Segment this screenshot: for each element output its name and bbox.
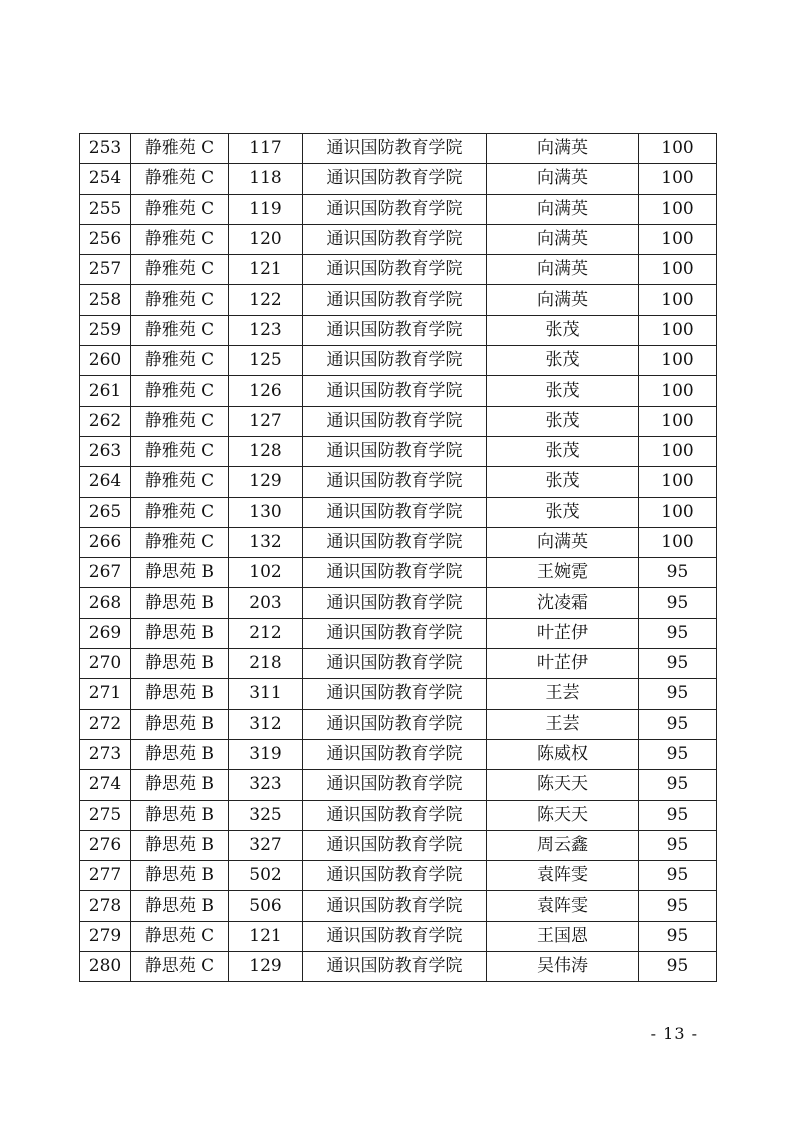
row-number-cell: 262 bbox=[80, 406, 131, 436]
college-cell: 通识国防教育学院 bbox=[303, 618, 487, 648]
row-number-cell: 257 bbox=[80, 255, 131, 285]
name-cell: 袁阵雯 bbox=[487, 861, 639, 891]
row-number-cell: 271 bbox=[80, 679, 131, 709]
name-cell: 王芸 bbox=[487, 679, 639, 709]
room-number-cell: 312 bbox=[229, 709, 303, 739]
name-cell: 叶芷伊 bbox=[487, 649, 639, 679]
row-number-cell: 274 bbox=[80, 770, 131, 800]
building-cell: 静雅苑 C bbox=[131, 376, 229, 406]
college-cell: 通识国防教育学院 bbox=[303, 194, 487, 224]
score-cell: 100 bbox=[639, 224, 717, 254]
room-number-cell: 327 bbox=[229, 830, 303, 860]
room-number-cell: 319 bbox=[229, 739, 303, 769]
name-cell: 袁阵雯 bbox=[487, 891, 639, 921]
table-row bbox=[80, 861, 717, 891]
name-cell: 叶芷伊 bbox=[487, 618, 639, 648]
room-number-cell: 125 bbox=[229, 346, 303, 376]
table-row bbox=[80, 164, 717, 194]
name-cell: 周云鑫 bbox=[487, 830, 639, 860]
table-row bbox=[80, 497, 717, 527]
row-number-cell: 258 bbox=[80, 285, 131, 315]
score-cell: 95 bbox=[639, 618, 717, 648]
table-row bbox=[80, 618, 717, 648]
building-cell: 静思苑 B bbox=[131, 618, 229, 648]
score-cell: 95 bbox=[639, 739, 717, 769]
room-number-cell: 117 bbox=[229, 134, 303, 164]
table-row bbox=[80, 436, 717, 466]
room-number-cell: 121 bbox=[229, 921, 303, 951]
name-cell: 向满英 bbox=[487, 194, 639, 224]
score-cell: 100 bbox=[639, 376, 717, 406]
row-number-cell: 272 bbox=[80, 709, 131, 739]
name-cell: 王婉霓 bbox=[487, 558, 639, 588]
row-number-cell: 268 bbox=[80, 588, 131, 618]
name-cell: 张茂 bbox=[487, 497, 639, 527]
building-cell: 静雅苑 C bbox=[131, 194, 229, 224]
room-number-cell: 118 bbox=[229, 164, 303, 194]
building-cell: 静思苑 B bbox=[131, 891, 229, 921]
building-cell: 静思苑 C bbox=[131, 952, 229, 982]
college-cell: 通识国防教育学院 bbox=[303, 164, 487, 194]
building-cell: 静思苑 B bbox=[131, 679, 229, 709]
college-cell: 通识国防教育学院 bbox=[303, 285, 487, 315]
college-cell: 通识国防教育学院 bbox=[303, 830, 487, 860]
college-cell: 通识国防教育学院 bbox=[303, 861, 487, 891]
building-cell: 静雅苑 C bbox=[131, 164, 229, 194]
score-cell: 100 bbox=[639, 255, 717, 285]
score-cell: 95 bbox=[639, 588, 717, 618]
score-cell: 95 bbox=[639, 800, 717, 830]
table-row bbox=[80, 588, 717, 618]
row-number-cell: 266 bbox=[80, 527, 131, 557]
building-cell: 静雅苑 C bbox=[131, 224, 229, 254]
college-cell: 通识国防教育学院 bbox=[303, 770, 487, 800]
score-cell: 100 bbox=[639, 134, 717, 164]
name-cell: 向满英 bbox=[487, 527, 639, 557]
building-cell: 静雅苑 C bbox=[131, 134, 229, 164]
name-cell: 张茂 bbox=[487, 406, 639, 436]
name-cell: 吴伟涛 bbox=[487, 952, 639, 982]
score-cell: 95 bbox=[639, 861, 717, 891]
college-cell: 通识国防教育学院 bbox=[303, 436, 487, 466]
room-number-cell: 127 bbox=[229, 406, 303, 436]
room-number-cell: 128 bbox=[229, 436, 303, 466]
name-cell: 王芸 bbox=[487, 709, 639, 739]
college-cell: 通识国防教育学院 bbox=[303, 527, 487, 557]
building-cell: 静雅苑 C bbox=[131, 346, 229, 376]
college-cell: 通识国防教育学院 bbox=[303, 406, 487, 436]
room-number-cell: 121 bbox=[229, 255, 303, 285]
building-cell: 静思苑 B bbox=[131, 709, 229, 739]
room-number-cell: 129 bbox=[229, 467, 303, 497]
dormitory-score-table bbox=[79, 133, 717, 982]
building-cell: 静雅苑 C bbox=[131, 406, 229, 436]
table-row bbox=[80, 346, 717, 376]
room-number-cell: 130 bbox=[229, 497, 303, 527]
score-cell: 100 bbox=[639, 436, 717, 466]
score-cell: 95 bbox=[639, 952, 717, 982]
table-row bbox=[80, 315, 717, 345]
building-cell: 静思苑 B bbox=[131, 800, 229, 830]
table-row bbox=[80, 891, 717, 921]
table-row bbox=[80, 194, 717, 224]
college-cell: 通识国防教育学院 bbox=[303, 315, 487, 345]
college-cell: 通识国防教育学院 bbox=[303, 467, 487, 497]
row-number-cell: 275 bbox=[80, 800, 131, 830]
score-cell: 100 bbox=[639, 346, 717, 376]
table-row bbox=[80, 558, 717, 588]
room-number-cell: 120 bbox=[229, 224, 303, 254]
name-cell: 张茂 bbox=[487, 467, 639, 497]
building-cell: 静思苑 B bbox=[131, 830, 229, 860]
row-number-cell: 277 bbox=[80, 861, 131, 891]
score-cell: 95 bbox=[639, 558, 717, 588]
building-cell: 静雅苑 C bbox=[131, 497, 229, 527]
row-number-cell: 255 bbox=[80, 194, 131, 224]
table-row bbox=[80, 376, 717, 406]
row-number-cell: 280 bbox=[80, 952, 131, 982]
building-cell: 静雅苑 C bbox=[131, 285, 229, 315]
score-cell: 100 bbox=[639, 194, 717, 224]
building-cell: 静思苑 B bbox=[131, 558, 229, 588]
college-cell: 通识国防教育学院 bbox=[303, 739, 487, 769]
room-number-cell: 203 bbox=[229, 588, 303, 618]
table-row bbox=[80, 679, 717, 709]
college-cell: 通识国防教育学院 bbox=[303, 497, 487, 527]
row-number-cell: 269 bbox=[80, 618, 131, 648]
college-cell: 通识国防教育学院 bbox=[303, 224, 487, 254]
row-number-cell: 276 bbox=[80, 830, 131, 860]
table-row bbox=[80, 800, 717, 830]
college-cell: 通识国防教育学院 bbox=[303, 679, 487, 709]
college-cell: 通识国防教育学院 bbox=[303, 376, 487, 406]
college-cell: 通识国防教育学院 bbox=[303, 921, 487, 951]
room-number-cell: 325 bbox=[229, 800, 303, 830]
table-row bbox=[80, 649, 717, 679]
room-number-cell: 311 bbox=[229, 679, 303, 709]
room-number-cell: 132 bbox=[229, 527, 303, 557]
score-cell: 95 bbox=[639, 679, 717, 709]
room-number-cell: 502 bbox=[229, 861, 303, 891]
score-cell: 100 bbox=[639, 467, 717, 497]
name-cell: 向满英 bbox=[487, 285, 639, 315]
building-cell: 静雅苑 C bbox=[131, 255, 229, 285]
name-cell: 陈天天 bbox=[487, 770, 639, 800]
college-cell: 通识国防教育学院 bbox=[303, 709, 487, 739]
name-cell: 向满英 bbox=[487, 164, 639, 194]
name-cell: 张茂 bbox=[487, 315, 639, 345]
row-number-cell: 270 bbox=[80, 649, 131, 679]
room-number-cell: 129 bbox=[229, 952, 303, 982]
table-row bbox=[80, 527, 717, 557]
college-cell: 通识国防教育学院 bbox=[303, 800, 487, 830]
name-cell: 陈天天 bbox=[487, 800, 639, 830]
score-cell: 100 bbox=[639, 527, 717, 557]
row-number-cell: 259 bbox=[80, 315, 131, 345]
building-cell: 静雅苑 C bbox=[131, 467, 229, 497]
building-cell: 静雅苑 C bbox=[131, 315, 229, 345]
room-number-cell: 126 bbox=[229, 376, 303, 406]
row-number-cell: 278 bbox=[80, 891, 131, 921]
college-cell: 通识国防教育学院 bbox=[303, 255, 487, 285]
room-number-cell: 218 bbox=[229, 649, 303, 679]
score-cell: 95 bbox=[639, 770, 717, 800]
building-cell: 静思苑 B bbox=[131, 770, 229, 800]
row-number-cell: 279 bbox=[80, 921, 131, 951]
college-cell: 通识国防教育学院 bbox=[303, 588, 487, 618]
college-cell: 通识国防教育学院 bbox=[303, 134, 487, 164]
row-number-cell: 267 bbox=[80, 558, 131, 588]
score-cell: 95 bbox=[639, 709, 717, 739]
building-cell: 静雅苑 C bbox=[131, 436, 229, 466]
table-row bbox=[80, 952, 717, 982]
college-cell: 通识国防教育学院 bbox=[303, 952, 487, 982]
room-number-cell: 122 bbox=[229, 285, 303, 315]
college-cell: 通识国防教育学院 bbox=[303, 558, 487, 588]
row-number-cell: 256 bbox=[80, 224, 131, 254]
room-number-cell: 212 bbox=[229, 618, 303, 648]
building-cell: 静思苑 C bbox=[131, 921, 229, 951]
score-cell: 100 bbox=[639, 406, 717, 436]
college-cell: 通识国防教育学院 bbox=[303, 649, 487, 679]
table-row bbox=[80, 921, 717, 951]
score-cell: 100 bbox=[639, 164, 717, 194]
table-row bbox=[80, 255, 717, 285]
building-cell: 静雅苑 C bbox=[131, 527, 229, 557]
row-number-cell: 260 bbox=[80, 346, 131, 376]
name-cell: 向满英 bbox=[487, 224, 639, 254]
name-cell: 张茂 bbox=[487, 376, 639, 406]
college-cell: 通识国防教育学院 bbox=[303, 346, 487, 376]
row-number-cell: 253 bbox=[80, 134, 131, 164]
row-number-cell: 263 bbox=[80, 436, 131, 466]
room-number-cell: 119 bbox=[229, 194, 303, 224]
building-cell: 静思苑 B bbox=[131, 861, 229, 891]
table-row bbox=[80, 134, 717, 164]
row-number-cell: 265 bbox=[80, 497, 131, 527]
college-cell: 通识国防教育学院 bbox=[303, 891, 487, 921]
score-cell: 100 bbox=[639, 285, 717, 315]
name-cell: 向满英 bbox=[487, 134, 639, 164]
row-number-cell: 264 bbox=[80, 467, 131, 497]
table-row bbox=[80, 467, 717, 497]
row-number-cell: 273 bbox=[80, 739, 131, 769]
building-cell: 静思苑 B bbox=[131, 739, 229, 769]
room-number-cell: 323 bbox=[229, 770, 303, 800]
table-row bbox=[80, 830, 717, 860]
room-number-cell: 123 bbox=[229, 315, 303, 345]
name-cell: 陈威权 bbox=[487, 739, 639, 769]
name-cell: 向满英 bbox=[487, 255, 639, 285]
row-number-cell: 254 bbox=[80, 164, 131, 194]
score-cell: 95 bbox=[639, 921, 717, 951]
name-cell: 沈凌霜 bbox=[487, 588, 639, 618]
page-number: - 13 - bbox=[650, 1024, 698, 1043]
table-row bbox=[80, 709, 717, 739]
row-number-cell: 261 bbox=[80, 376, 131, 406]
table-row bbox=[80, 224, 717, 254]
room-number-cell: 506 bbox=[229, 891, 303, 921]
name-cell: 张茂 bbox=[487, 436, 639, 466]
building-cell: 静思苑 B bbox=[131, 649, 229, 679]
table-row bbox=[80, 770, 717, 800]
building-cell: 静思苑 B bbox=[131, 588, 229, 618]
room-number-cell: 102 bbox=[229, 558, 303, 588]
table-row bbox=[80, 285, 717, 315]
score-cell: 100 bbox=[639, 315, 717, 345]
score-cell: 95 bbox=[639, 830, 717, 860]
table-row bbox=[80, 406, 717, 436]
name-cell: 张茂 bbox=[487, 346, 639, 376]
table-body bbox=[80, 134, 717, 982]
name-cell: 王国恩 bbox=[487, 921, 639, 951]
score-cell: 95 bbox=[639, 649, 717, 679]
table-row bbox=[80, 739, 717, 769]
score-cell: 100 bbox=[639, 497, 717, 527]
score-cell: 95 bbox=[639, 891, 717, 921]
